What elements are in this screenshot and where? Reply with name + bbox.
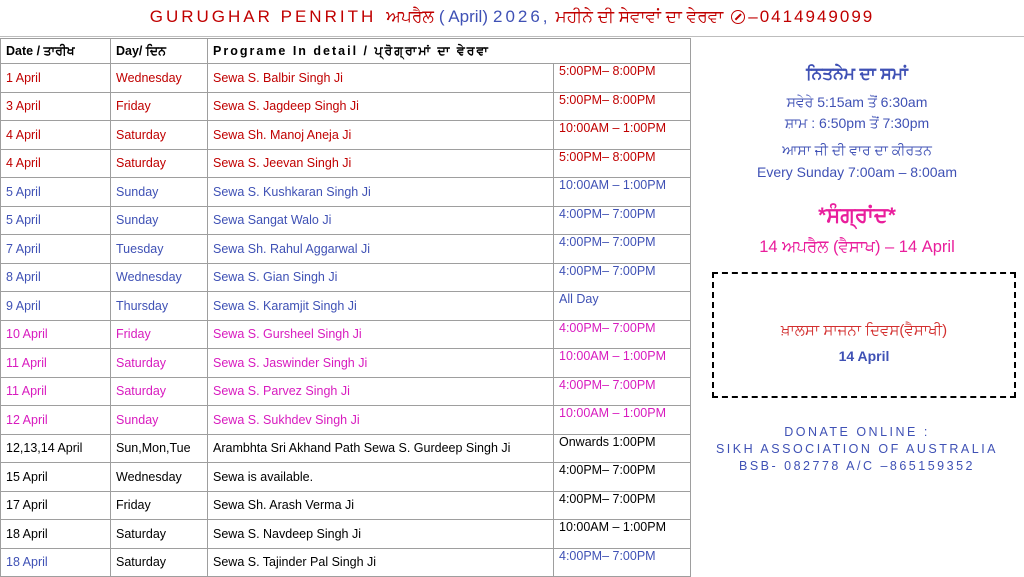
cell-day: Thursday (111, 292, 208, 321)
cell-time: 5:00PM– 8:00PM (554, 64, 691, 93)
cell-program: Arambhta Sri Akhand Path Sewa S. Gurdeep Singh Ji (208, 434, 554, 463)
cell-program: Sewa S. Kushkaran Singh Ji (208, 178, 554, 207)
table-row (1, 235, 691, 264)
cell-date: 11 April (1, 377, 111, 406)
table-row (1, 149, 691, 178)
cell-date: 1 April (1, 64, 111, 93)
cell-time: All Day (554, 292, 691, 321)
column-header-day: Day/ ਦਿਨ (111, 39, 208, 64)
cell-date: 15 April (1, 463, 111, 492)
cell-day: Saturday (111, 520, 208, 549)
column-header-date: Date / ਤਾਰੀਖ (1, 39, 111, 64)
cell-program: Sewa S. Gian Singh Ji (208, 263, 554, 292)
cell-program: Sewa S. Parvez Singh Ji (208, 377, 554, 406)
cell-date: 8 April (1, 263, 111, 292)
cell-day: Saturday (111, 121, 208, 150)
sangrand-title: *ਸੰਗ੍ਰਾਂਦ* (818, 204, 896, 227)
column-header-program: Programe In detail / ਪ੍ਰੋਗ੍ਰਾਮਾਂ ਦਾ ਵੇਰਵਾ (208, 39, 691, 64)
header-divider (0, 36, 1024, 37)
table-row (1, 263, 691, 292)
donate-info (690, 424, 1024, 475)
cell-date: 5 April (1, 178, 111, 207)
table-row (1, 520, 691, 549)
table-row (1, 406, 691, 435)
table-row (1, 206, 691, 235)
year: 2026, (492, 7, 551, 26)
cell-time: 4:00PM– 7:00PM (554, 320, 691, 349)
khalsa-date: 14 April (838, 348, 890, 364)
nitnem-title: ਨਿਤਨੇਮ ਦਾ ਸਮਾਂ (806, 64, 908, 83)
table-row (1, 463, 691, 492)
cell-time: 4:00PM– 7:00PM (554, 548, 691, 577)
cell-date: 5 April (1, 206, 111, 235)
cell-time: 4:00PM– 7:00PM (554, 206, 691, 235)
cell-time: 4:00PM– 7:00PM (554, 235, 691, 264)
cell-time: 10:00AM – 1:00PM (554, 121, 691, 150)
table-header-row (1, 39, 691, 64)
cell-date: 18 April (1, 520, 111, 549)
org-name: GURUGHAR PENRITH (149, 7, 377, 26)
cell-time: 10:00AM – 1:00PM (554, 349, 691, 378)
cell-program: Sewa S. Karamjit Singh Ji (208, 292, 554, 321)
cell-day: Sun,Mon,Tue (111, 434, 208, 463)
cell-day: Tuesday (111, 235, 208, 264)
cell-program: Sewa Sh. Rahul Aggarwal Ji (208, 235, 554, 264)
donate-heading: DONATE ONLINE : (784, 425, 930, 439)
cell-day: Sunday (111, 178, 208, 207)
cell-program: Sewa S. Navdeep Singh Ji (208, 520, 554, 549)
schedule-table (0, 38, 691, 577)
cell-date: 9 April (1, 292, 111, 321)
nitnem-evening: ਸ਼ਾਮ : 6:50pm ਤੋਂ 7:30pm (784, 115, 930, 131)
donate-bank: BSB- 082778 A/C –865159352 (739, 459, 975, 473)
cell-day: Friday (111, 320, 208, 349)
cell-day: Saturday (111, 548, 208, 577)
khalsa-title: ਖ਼ਾਲਸਾ ਸਾਜਨਾ ਦਿਵਸ(ਵੈਸਾਖੀ) (780, 322, 948, 339)
phone-number: –0414949099 (748, 7, 875, 26)
cell-date: 12,13,14 April (1, 434, 111, 463)
cell-date: 3 April (1, 92, 111, 121)
cell-day: Wednesday (111, 263, 208, 292)
phone-icon (731, 10, 745, 24)
nitnem-morning: ਸਵੇਰੇ 5:15am ਤੋਂ 6:30am (786, 94, 928, 110)
table-row (1, 121, 691, 150)
table-row (1, 377, 691, 406)
cell-day: Saturday (111, 149, 208, 178)
cell-date: 17 April (1, 491, 111, 520)
cell-time: 10:00AM – 1:00PM (554, 406, 691, 435)
cell-program: Sewa S. Gursheel Singh Ji (208, 320, 554, 349)
page-header (0, 0, 1024, 34)
table-row (1, 491, 691, 520)
cell-date: 18 April (1, 548, 111, 577)
header-subtitle: ਮਹੀਨੇ ਦੀ ਸੇਵਾਵਾਂ ਦਾ ਵੇਰਵਾ (555, 7, 724, 26)
table-row (1, 349, 691, 378)
cell-time: 4:00PM– 7:00PM (554, 377, 691, 406)
cell-day: Saturday (111, 377, 208, 406)
table-row (1, 64, 691, 93)
table-row (1, 292, 691, 321)
cell-program: Sewa S. Jagdeep Singh Ji (208, 92, 554, 121)
table-row (1, 434, 691, 463)
cell-date: 10 April (1, 320, 111, 349)
cell-time: Onwards 1:00PM (554, 434, 691, 463)
table-row (1, 92, 691, 121)
cell-program: Sewa is available. (208, 463, 554, 492)
khalsa-sajna-box (712, 272, 1016, 398)
cell-date: 12 April (1, 406, 111, 435)
cell-date: 4 April (1, 121, 111, 150)
cell-day: Sunday (111, 406, 208, 435)
cell-program: Sewa S. Sukhdev Singh Ji (208, 406, 554, 435)
cell-date: 11 April (1, 349, 111, 378)
cell-time: 10:00AM – 1:00PM (554, 178, 691, 207)
cell-program: Sewa S. Balbir Singh Ji (208, 64, 554, 93)
cell-time: 4:00PM– 7:00PM (554, 491, 691, 520)
month-english: ( April) (438, 7, 488, 26)
cell-time: 4:00PM– 7:00PM (554, 263, 691, 292)
cell-time: 4:00PM– 7:00PM (554, 463, 691, 492)
cell-time: 5:00PM– 8:00PM (554, 149, 691, 178)
cell-program: Sewa Sh. Arash Verma Ji (208, 491, 554, 520)
cell-day: Friday (111, 491, 208, 520)
asa-di-vaar-time: Every Sunday 7:00am – 8:00am (756, 164, 957, 180)
cell-program: Sewa Sh. Manoj Aneja Ji (208, 121, 554, 150)
asa-di-vaar-title: ਆਸਾ ਜੀ ਦੀ ਵਾਰ ਦਾ ਕੀਰਤਨ (782, 142, 932, 158)
donate-org: SIKH ASSOCIATION OF AUSTRALIA (715, 442, 999, 456)
cell-program: Sewa S. Jeevan Singh Ji (208, 149, 554, 178)
cell-day: Wednesday (111, 64, 208, 93)
cell-day: Sunday (111, 206, 208, 235)
table-row (1, 178, 691, 207)
cell-program: Sewa S. Jaswinder Singh Ji (208, 349, 554, 378)
cell-day: Wednesday (111, 463, 208, 492)
cell-date: 4 April (1, 149, 111, 178)
cell-program: Sewa S. Tajinder Pal Singh Ji (208, 548, 554, 577)
sangrand-date: 14 ਅਪਰੈਲ (ਵੈਸਾਖ) – 14 April (759, 238, 955, 256)
table-row (1, 320, 691, 349)
cell-time: 10:00AM – 1:00PM (554, 520, 691, 549)
cell-day: Friday (111, 92, 208, 121)
table-row (1, 548, 691, 577)
cell-day: Saturday (111, 349, 208, 378)
cell-time: 5:00PM– 8:00PM (554, 92, 691, 121)
cell-program: Sewa Sangat Walo Ji (208, 206, 554, 235)
cell-date: 7 April (1, 235, 111, 264)
month-punjabi: ਅਪਰੈਲ (386, 7, 434, 26)
